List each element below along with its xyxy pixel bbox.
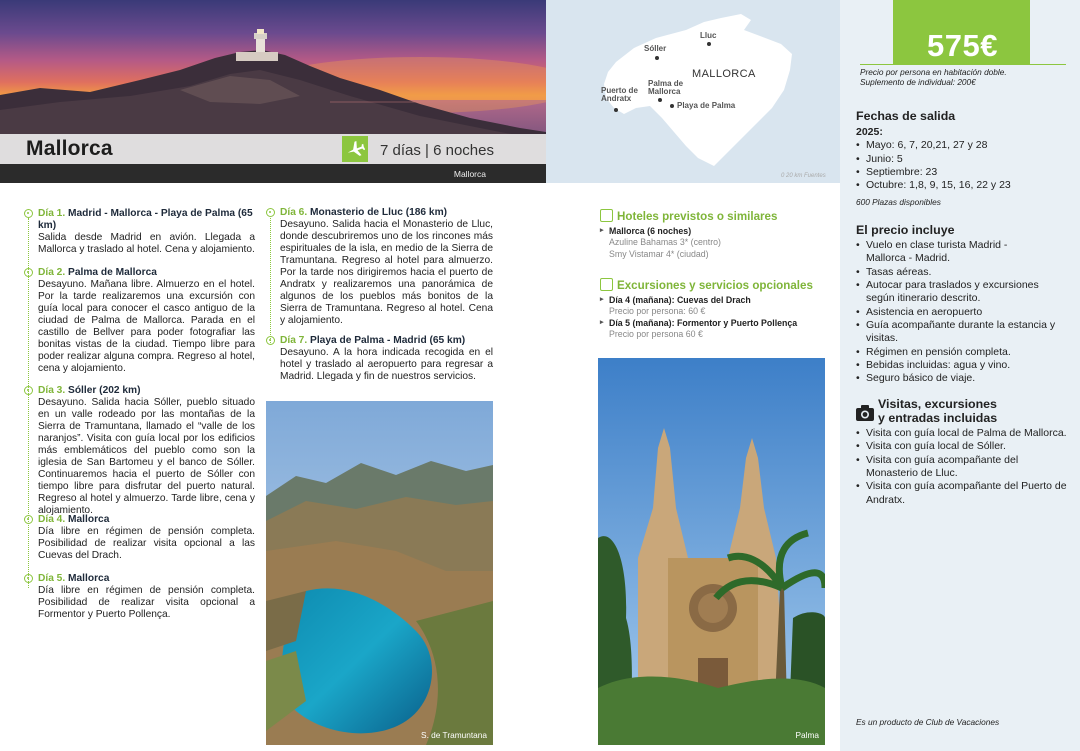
sidebar <box>840 0 1080 751</box>
include-item: • Asistencia en aeropuerto <box>856 306 1068 319</box>
excursion-title: ▸ Día 4 (mañana): Cuevas del Drach <box>600 295 797 306</box>
hero-photo <box>0 0 546 183</box>
price-note: Precio por persona en habitación doble. Suplemento de individual: 200€ <box>860 67 1007 88</box>
hotel-item: Azuline Bahamas 3* (centro) <box>609 237 721 248</box>
day-label: Día 2. <box>38 267 66 278</box>
day-text: Salida desde Madrid en avión. Llegada a Mallorca y traslado al hotel. Cena y alojamiento. <box>38 232 255 256</box>
itinerary-day-1 <box>24 208 255 256</box>
excursion-icon <box>600 278 613 291</box>
map-label-playa-palma: Playa de Palma <box>677 101 736 110</box>
camera-icon <box>856 405 874 421</box>
photo-caption-tramuntana: S. de Tramuntana <box>421 730 487 741</box>
map-label-palma: Palma de Mallorca <box>648 79 684 97</box>
visit-item: • Visita con guía local de Sóller. <box>856 440 1078 453</box>
date-item: • Octubre: 1,8, 9, 15, 16, 22 y 23 <box>856 179 1066 192</box>
hotel-icon <box>600 209 613 222</box>
visit-item: • Visita con guía acompañante del Puerto de Andratx. <box>856 480 1078 507</box>
photo-caption-palma: Palma <box>795 730 819 741</box>
map-dot-andratx <box>614 108 618 112</box>
day-text: Desayuno. Salida hacia Sóller, pueblo situado en un valle rodeado por las montañas de la Sierra de Tramuntana, llamado el “valle de los naranjos”. Visita con guía local por los edificios más emblemáticos del pueblo como son la iglesia de San Bartomeu y el banco de Sóller. Continuaremos hacia el puerto de Sóller con tiempo libre para disfrutar del puerto natural. Regreso al hotel y almuerzo. Tarde libre, cena y alojamiento. <box>38 397 255 517</box>
day-title: Mallorca <box>68 514 110 525</box>
includes-heading: El precio incluye <box>856 223 955 237</box>
day-text: Desayuno. A la hora indicada recogida en el hotel y traslado al aeropuerto para regresar a Madrid. Llegada y fin de nuestros servicios. <box>280 347 493 383</box>
pin-icon <box>24 386 33 395</box>
mallorca-map <box>546 0 840 183</box>
itinerary-day-2 <box>24 267 255 375</box>
pin-icon <box>266 208 275 217</box>
day-label: Día 5. <box>38 573 66 584</box>
day-label: Día 3. <box>38 385 66 396</box>
excursion-price: Precio por persona: 60 € <box>609 306 706 317</box>
hero-caption-bar <box>0 164 546 183</box>
day-title: Playa de Palma - Madrid (65 km) <box>310 335 466 346</box>
trip-title: Mallorca <box>26 137 113 160</box>
hotel-list <box>600 226 721 260</box>
day-title: Palma de Mallorca <box>68 267 157 278</box>
title-bar <box>0 134 546 164</box>
dates-heading: Fechas de salida <box>856 109 956 123</box>
itinerary-day-4 <box>24 514 255 562</box>
hero-caption: Mallorca <box>453 169 486 179</box>
visits-list <box>856 427 1078 507</box>
include-item: • Autocar para traslados y excursiones según itinerario descrito. <box>856 279 1068 306</box>
hotel-item: Smy Vistamar 4* (ciudad) <box>609 248 709 259</box>
trip-duration: 7 días | 6 noches <box>380 142 494 159</box>
day-label: Día 6. <box>280 207 308 218</box>
excursion-title: ▸ Día 5 (mañana): Formentor y Puerto Pollença <box>600 318 797 329</box>
map-dot-palma <box>658 98 662 102</box>
day-title: Monasterio de Lluc (186 km) <box>310 207 448 218</box>
day-text: Desayuno. Mañana libre. Almuerzo en el hotel. Por la tarde realizaremos una excursión con guía local para conocer el casco antiguo de la ciudad de Palma de Mallorca. Parada en el castillo de Bellver para poder fotografiar las bonitas vistas de la ciudad. Tiempo libre para poder realizar alguna compra. Regreso al hotel, cena y alojamiento. <box>38 279 255 375</box>
excursion-list <box>600 295 797 341</box>
pin-icon <box>24 209 33 218</box>
day-text: Desayuno. Salida hacia el Monasterio de Lluc, donde descubriremos uno de los rincones más espirituales de la isla, en medio de la Sierra de Tramuntana. Regreso al hotel para almuerzo. Por la tarde nos dirigiremos hacia el puerto de Andratx y realizaremos una panorámica de algunos de los pueblos más bonitos de la Sierra de Tramuntana. Regreso al hotel. Cena y alojamiento. <box>280 219 493 327</box>
map-label-lluc: Lluc <box>700 31 717 40</box>
day-title: Sóller (202 km) <box>68 385 141 396</box>
pin-icon <box>24 574 33 583</box>
map-scale: 0 20 km Fuentes <box>781 173 826 179</box>
pin-icon <box>24 268 33 277</box>
day-text: Día libre en régimen de pensión completa. Posibilidad de realizar visita opcional a Formentor y Puerto Pollença. <box>38 585 255 621</box>
includes-list <box>856 239 1068 386</box>
dates-block <box>856 126 1066 193</box>
hotels-heading: Hoteles previstos o similares <box>600 209 777 224</box>
map-label-soller: Sóller <box>644 44 667 53</box>
map-label-andratx: Puerto de Andratx <box>601 86 638 104</box>
include-item: • Vuelo en clase turista Madrid - Mallorca - Madrid. <box>856 239 1068 266</box>
excursions-heading: Excursiones y servicios opcionales <box>600 278 813 293</box>
include-item: • Tasas aéreas. <box>856 266 1068 279</box>
day-label: Día 7. <box>280 335 308 346</box>
date-item: • Septiembre: 23 <box>856 166 1066 179</box>
map-dot-lluc <box>707 42 711 46</box>
pin-icon <box>266 336 275 345</box>
day-label: Día 4. <box>38 514 66 525</box>
plane-icon <box>342 136 368 162</box>
tramuntana-photo <box>266 401 493 745</box>
island-shape <box>546 0 840 183</box>
itinerary-day-6 <box>266 207 493 327</box>
price: 575€ <box>927 28 998 63</box>
include-item: • Guía acompañante durante la estancia y visitas. <box>856 319 1068 346</box>
palma-photo <box>598 358 825 745</box>
map-dot-playa-palma <box>670 104 674 108</box>
itinerary-day-7 <box>266 335 493 383</box>
pin-icon <box>24 515 33 524</box>
visits-heading: Visitas, excursiones y entradas incluidas <box>878 397 998 426</box>
year: 2025: <box>856 126 883 138</box>
day-title: Madrid - Mallorca - Playa de Palma (65 km) <box>38 208 253 232</box>
cathedral-image <box>598 358 825 745</box>
map-label-mallorca: MALLORCA <box>692 68 756 80</box>
include-item: • Régimen en pensión completa. <box>856 346 1068 359</box>
visit-item: • Visita con guía acompañante del Monasterio de Lluc. <box>856 454 1078 481</box>
day-text: Día libre en régimen de pensión completa. Posibilidad de realizar visita opcional a las Cuevas del Drach. <box>38 526 255 562</box>
coast-image <box>266 401 493 745</box>
itinerary-day-5 <box>24 573 255 621</box>
map-dot-soller <box>655 56 659 60</box>
include-item: • Bebidas incluidas: agua y vino. <box>856 359 1068 372</box>
seats-available: 600 Plazas disponibles <box>856 197 941 207</box>
hotel-group: ▸ Mallorca (6 noches) <box>600 226 721 237</box>
itinerary-day-3 <box>24 385 255 517</box>
footer-note: Es un producto de Club de Vacaciones <box>856 717 1000 727</box>
day-label: Día 1. <box>38 208 66 219</box>
include-item: • Seguro básico de viaje. <box>856 372 1068 385</box>
divider <box>860 64 1066 65</box>
date-item: • Mayo: 6, 7, 20,21, 27 y 28 <box>856 139 1066 152</box>
visit-item: • Visita con guía local de Palma de Mallorca. <box>856 427 1078 440</box>
date-item: • Junio: 5 <box>856 153 1066 166</box>
price-box <box>893 0 1030 64</box>
day-title: Mallorca <box>68 573 110 584</box>
excursion-price: Precio por persona 60 € <box>609 329 703 340</box>
